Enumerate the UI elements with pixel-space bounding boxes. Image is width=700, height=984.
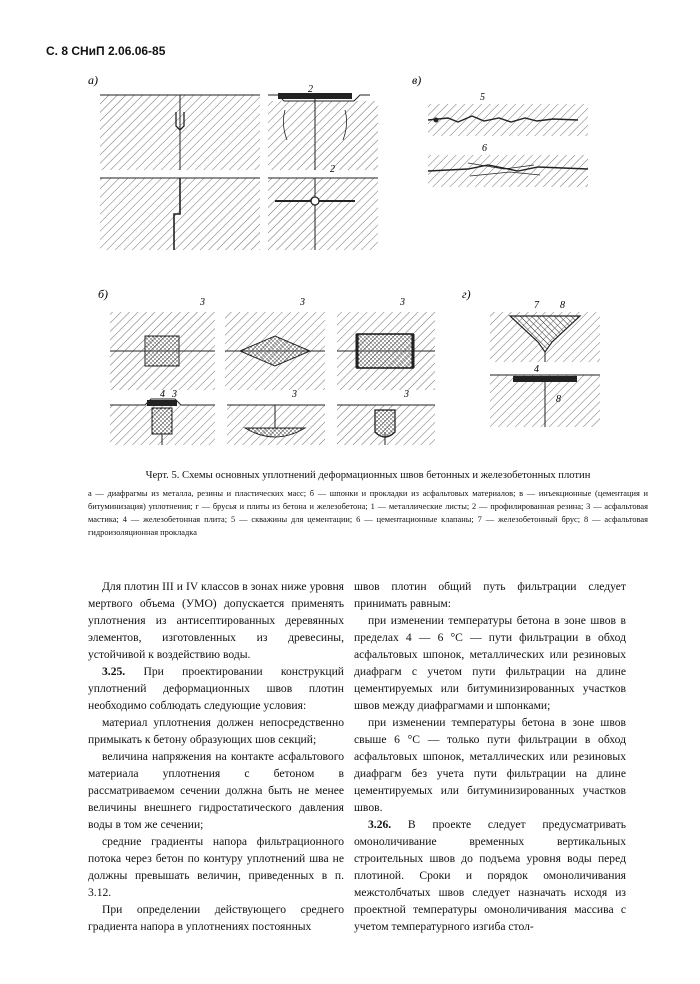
section-number: 3.26. bbox=[368, 818, 392, 831]
panel-g-diagrams bbox=[490, 312, 600, 427]
panel-label-g: г) bbox=[462, 287, 471, 301]
panel-a-diagrams bbox=[100, 93, 378, 250]
figure-drawing bbox=[0, 0, 700, 470]
callout-4-g: 4 bbox=[534, 364, 539, 375]
callout-3-b2: 3 bbox=[300, 297, 305, 308]
paragraph: швов плотин общий путь фильтрации следует принимать равным: bbox=[354, 580, 626, 610]
page-header: С. 8 СНиП 2.06.06-85 bbox=[46, 44, 166, 58]
callout-4-b4: 4 bbox=[160, 389, 165, 400]
callout-8-bottom: 8 bbox=[556, 394, 561, 405]
right-column bbox=[354, 578, 626, 935]
panel-v-diagrams bbox=[428, 104, 588, 187]
section-3-26 bbox=[354, 816, 626, 935]
callout-3-b4: 3 bbox=[172, 389, 177, 400]
figure-legend: а — диафрагмы из металла, резины и пластических масс; б — шпонки и прокладки из асфальтовых материалов; в — инъекционные (цементация и битуминизация) уплотнения; г — брусья и плиты из бетона и железобетона; 1 — металлические листы; 2 — профилированная резина; 3 — асфальтовая мастика; 4 — железобетонная плита; 5 — скважины для цементации; 6 — цементационные клапаны; 7 — железобетонный брус; 8 — асфальтовая гидроизоляционная прокладка bbox=[88, 489, 648, 537]
left-column bbox=[88, 578, 344, 935]
panel-label-b: б) bbox=[98, 287, 109, 301]
callout-6: 6 bbox=[482, 143, 487, 154]
paragraph: при изменении температуры бетона в зоне швов в пределах 4 — 6 °С — пути фильтрации в обход асфальтовых шпонок, металлических или резиновых диафрагм с учетом пути фильтрации на длине цементируемых или битуминизированных участков швов между диафрагмами и шпонками; bbox=[354, 614, 626, 712]
paragraph: при изменении температуры бетона в зоне швов свыше 6 °С — только пути фильтрации в обход асфальтовых шпонок, металлических или резиновых диафрагм без учета пути фильтрации на длине цементируемых или битуминизированных участков швов. bbox=[354, 716, 626, 814]
callout-3-b3: 3 bbox=[400, 297, 405, 308]
callout-3-b5: 3 bbox=[292, 389, 297, 400]
section-number: 3.25. bbox=[102, 665, 126, 678]
callout-8-top: 8 bbox=[560, 300, 565, 311]
callout-2-top: 2 bbox=[308, 84, 313, 95]
paragraph: величина напряжения на контакте асфальтового материала уплотнения с бетоном в рассматриваемом сечении должна быть не менее величины внешнего гидростатического давления воды в том же сечении; bbox=[88, 750, 344, 831]
callout-2-bottom: 2 bbox=[330, 164, 335, 175]
figure-caption: Черт. 5. Схемы основных уплотнений деформационных швов бетонных и железобетонных плотин bbox=[145, 470, 591, 481]
callout-5: 5 bbox=[480, 92, 485, 103]
section-text: В проекте следует предусматривать омоноличивание временных вертикальных строительных швов до подъема уровня воды перед плотиной. Сроки и порядок омоноличивания межстолбчатых швов следует назначать исходя из проектной температуры омоноличивания массива с учетом температурного изгиба стол- bbox=[354, 818, 626, 933]
callout-7: 7 bbox=[534, 300, 539, 311]
section-text: При проектировании конструкций уплотнений деформационных швов плотин необходимо соблюдать следующие условия: bbox=[88, 665, 344, 712]
paragraph: Для плотин III и IV классов в зонах ниже уровня мертвого объема (УМО) допускается применять уплотнения из антисептированных деревянных элементов, изготовленных из древесины, устойчивой к воздействию воды. bbox=[88, 580, 344, 661]
panel-label-a: а) bbox=[88, 73, 98, 87]
callout-3-b6: 3 bbox=[404, 389, 409, 400]
paragraph: материал уплотнения должен непосредственно примыкать к бетону образующих шов секций; bbox=[88, 716, 344, 746]
panel-b-diagrams bbox=[110, 312, 435, 445]
paragraph: При определении действующего среднего градиента напора в уплотнениях постоянных bbox=[88, 903, 344, 933]
paragraph: средние градиенты напора фильтрационного потока через бетон по контуру уплотнений шва не должны превышать величин, приведенных в п. 3.12. bbox=[88, 835, 344, 899]
panel-label-v: в) bbox=[412, 73, 422, 87]
section-3-25 bbox=[88, 663, 344, 714]
callout-3-b1: 3 bbox=[200, 297, 205, 308]
